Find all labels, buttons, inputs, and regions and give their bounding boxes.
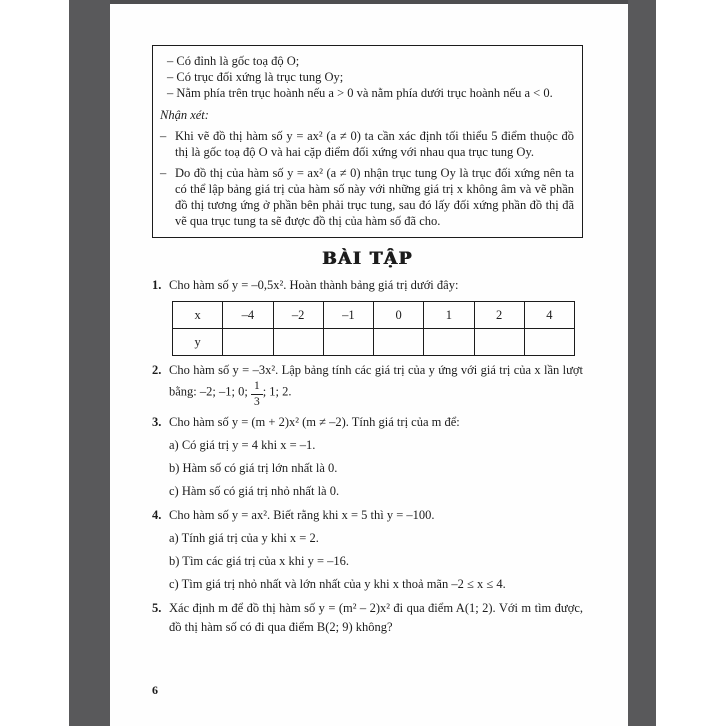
fraction-numerator: 1	[251, 380, 263, 395]
exercise-number: 2.	[152, 363, 162, 377]
table-cell: 1	[424, 302, 474, 329]
exercise-2	[152, 361, 583, 408]
exercise-3	[152, 413, 583, 501]
exercise-number: 5.	[152, 601, 162, 616]
note-text: Khi vẽ đồ thị hàm số y = ax² (a ≠ 0) ta cần xác định tối thiểu 5 điểm thuộc đồ thị là gốc toạ độ O và hai cặp điểm đối xứng với nhau qua trục tung Oy.	[175, 129, 574, 159]
page-content	[152, 4, 583, 637]
exercise-3-sub-b: b) Hàm số có giá trị lớn nhất là 0.	[169, 461, 338, 476]
values-table	[172, 301, 575, 356]
rule-item: – Có trục đối xứng là trục tung Oy;	[167, 70, 344, 84]
table-cell	[374, 329, 424, 356]
exercise-number: 3.	[152, 415, 162, 430]
page-number: 6	[152, 683, 158, 697]
exercise-1	[152, 276, 583, 356]
table-cell	[273, 329, 323, 356]
fraction-one-third	[251, 380, 263, 408]
rule-item: – Nằm phía trên trục hoành nếu a > 0 và nằm phía dưới trục hoành nếu a < 0.	[167, 86, 553, 100]
table-cell: –2	[273, 302, 323, 329]
exercise-text: Cho hàm số y = (m + 2)x² (m ≠ –2). Tính giá trị của m để:	[169, 415, 460, 430]
book-right-edge-shadow	[628, 0, 656, 726]
table-cell: –1	[323, 302, 373, 329]
exercise-text: Cho hàm số y = –0,5x². Hoàn thành bảng giá trị dưới đây:	[169, 278, 459, 292]
dash-bullet: –	[160, 129, 167, 143]
rule-item: – Có đỉnh là gốc toạ độ O;	[167, 54, 300, 68]
table-cell	[323, 329, 373, 356]
exercise-4	[152, 506, 583, 594]
table-row-x	[173, 302, 575, 329]
table-cell: 2	[474, 302, 524, 329]
note-label: Nhận xét:	[160, 108, 209, 122]
exercise-3-sub-c: c) Hàm số có giá trị nhỏ nhất là 0.	[169, 484, 340, 499]
dash-bullet: –	[160, 166, 167, 180]
table-cell	[223, 329, 273, 356]
exercise-5	[152, 599, 583, 637]
table-row-y	[173, 329, 575, 356]
table-cell: 4	[524, 302, 574, 329]
exercise-text-post: ; 1; 2.	[262, 384, 292, 399]
exercise-text: Xác định m để đồ thị hàm số y = (m² – 2)x² đi qua điểm A(1; 2). Với m tìm được, đồ thị hàm số có đi qua điểm B(2; 9) không?	[169, 601, 583, 635]
exercise-4-sub-a: a) Tính giá trị của y khi x = 2.	[169, 531, 319, 546]
note-item	[158, 165, 574, 229]
exercise-number: 1.	[152, 278, 162, 292]
note-item	[158, 128, 574, 160]
book-page	[110, 4, 628, 726]
table-cell: 0	[374, 302, 424, 329]
table-cell	[524, 329, 574, 356]
book-left-edge-shadow	[69, 0, 110, 726]
note-text: Do đồ thị của hàm số y = ax² (a ≠ 0) nhận trục tung Oy là trục đối xứng nên ta có thể lập bảng giá trị của hàm số này với những giá trị x không âm và vẽ phần đồ thị tương ứng ở phần bên phải trục tung, sau đó lấy đối xứng phần đồ thị đã vẽ qua trục tung ta sẽ được đồ thị của hàm số đã cho.	[175, 166, 574, 228]
table-header-cell: y	[173, 329, 223, 356]
exercise-3-sub-a: a) Có giá trị y = 4 khi x = –1.	[169, 438, 316, 453]
exercise-text	[169, 361, 583, 408]
fraction-denominator: 3	[253, 395, 260, 408]
table-cell	[424, 329, 474, 356]
exercise-number: 4.	[152, 508, 162, 523]
exercise-4-sub-c: c) Tìm giá trị nhỏ nhất và lớn nhất của y khi x thoả mãn –2 ≤ x ≤ 4.	[169, 577, 506, 592]
exercise-4-sub-b: b) Tìm các giá trị của x khi y = –16.	[169, 554, 350, 569]
table-cell	[474, 329, 524, 356]
exercise-text-pre: Cho hàm số y = –3x². Lập bảng tính các giá trị của y ứng với giá trị của x lần lượt bằng: –2; –1; 0;	[169, 363, 583, 399]
parabola-properties-box	[152, 45, 583, 238]
exercise-text: Cho hàm số y = ax². Biết rằng khi x = 5 thì y = –100.	[169, 508, 435, 523]
table-cell: –4	[223, 302, 273, 329]
section-title-bai-tap: BÀI TẬP	[322, 249, 413, 269]
table-header-cell: x	[173, 302, 223, 329]
